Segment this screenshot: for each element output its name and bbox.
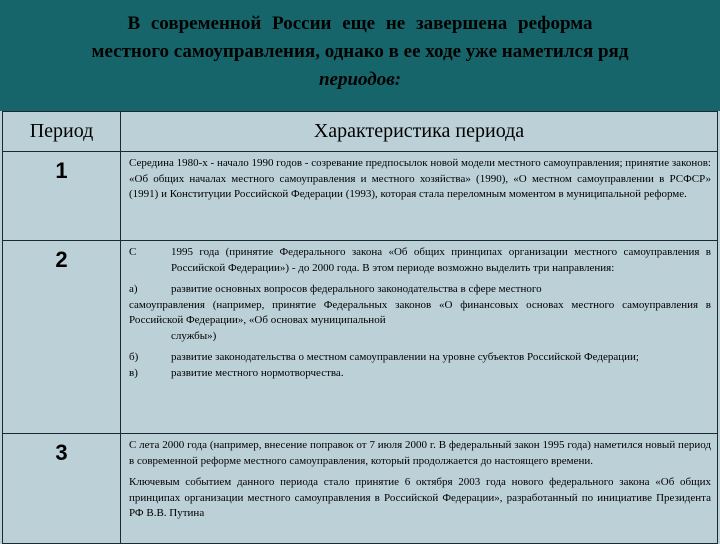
item-b-text: развитие законодательства о местном самоуправлении на уровне субъектов Российской Федерации; (171, 351, 639, 363)
period-number: 2 (3, 241, 121, 434)
table-header-row (3, 112, 718, 152)
period-1-text: Середина 1980-х - начало 1990 годов - созревание предпосылок новой модели местного самоуправления; принятие законов: «Об общих началах местного самоуправления и местного хозяйства» (1990), «О местном самоуправлении в РСФСР» (1991) и Конституции Российской Федерации (1993), которая стала переломным моментом в муниципальной реформе. (129, 157, 711, 200)
column-header-period: Период (3, 112, 121, 152)
period-3-paragraph-2: Ключевым событием данного периода стало принятие 6 октября 2003 года нового федерального закона «Об общих принципах организации местного самоуправления в Российской Федерации», разработанный по инициативе Президента РФ В.В. Путина (129, 476, 711, 519)
period-number: 3 (3, 434, 121, 544)
item-b-label: б) (129, 351, 139, 363)
item-c-text: развитие местного нормотворчества. (171, 366, 344, 379)
period-2-intro-text: 1995 года (принятие Федерального закона «Об общих принципах организации местного самоуправления в Российской Федерации») - до 2000 года. В этом периоде возможно выделить три направления: (171, 246, 711, 274)
item-a-last-line: службы») (171, 329, 217, 342)
slide-title (10, 10, 710, 94)
title-line-2: местного самоуправления, однако в ее ходе уже наметился ряд (91, 41, 629, 62)
period-description (121, 241, 718, 434)
slide-header (0, 0, 720, 111)
table-row (3, 434, 718, 544)
item-a-first-line: развитие основных вопросов федерального законодательства в сфере местного (171, 283, 542, 295)
periods-table (2, 111, 718, 544)
period-description (121, 152, 718, 241)
period-description (121, 434, 718, 544)
period-3-paragraph-1: С лета 2000 года (например, внесение поправок от 7 июля 2000 г. В федеральный закон 1995 года) наметился новый период в современной реформе местного самоуправления, который продолжается до настоящего времени. (129, 439, 711, 467)
table-row (3, 152, 718, 241)
table-row (3, 241, 718, 434)
period-number: 1 (3, 152, 121, 241)
item-c-label: в) (129, 366, 138, 379)
item-a-label: а) (129, 283, 138, 295)
list-item-a (129, 282, 711, 298)
list-item-c (129, 366, 711, 382)
title-line-1: В современной России еще не завершена реформа (127, 13, 593, 34)
item-a-continuation: самоуправления (например, принятие Федеральных законов «О финансовых основах местного самоуправления в Российской Федерации», «Об основах муниципальной (129, 298, 711, 326)
column-header-characteristic: Характеристика периода (121, 112, 718, 152)
period-2-intro-prefix: С (129, 246, 137, 258)
list-item-b (129, 350, 711, 366)
period-2-intro (129, 245, 711, 276)
title-line-3: периодов: (318, 69, 402, 90)
